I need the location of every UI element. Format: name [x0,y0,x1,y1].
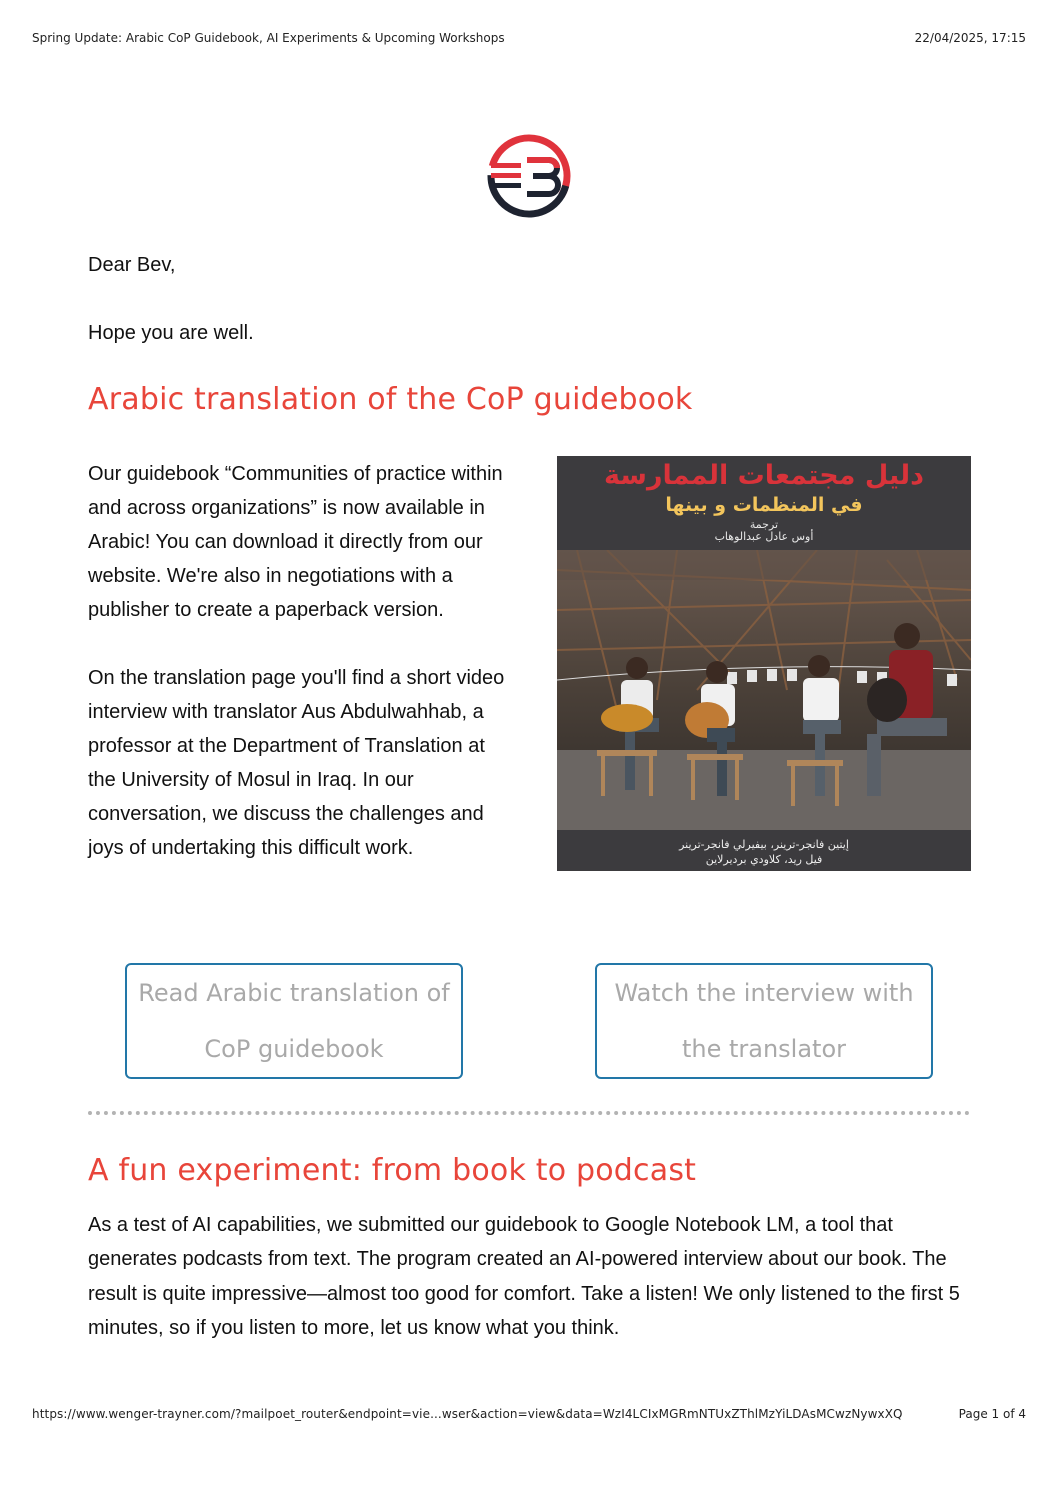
print-footer-page: Page 1 of 4 [958,1407,1026,1421]
greeting: Dear Bev, [88,254,176,276]
arabic-section-text [88,457,508,865]
watch-interview-button[interactable]: Watch the interview with the translator [595,963,933,1079]
print-footer-url: https://www.wenger-trayner.com/?mailpoet_router&endpoint=vie...wser&action=view&data=WzI4LCIxMGRmNTUxZThlMzYiLDAsMCwzNywxXQ [32,1407,903,1421]
cover-subtitle: في المنظمات و بينها [665,494,863,516]
print-header [32,31,1026,45]
cover-translator: أوس عادل عبدالوهاب [714,530,814,543]
intro-text: Hope you are well. [88,322,254,344]
cover-title: دليل مجتمعات الممارسة [604,460,924,491]
book-cover-image [557,456,971,871]
print-header-title: Spring Update: Arabic CoP Guidebook, AI Experiments & Upcoming Workshops [32,31,505,45]
cover-authors-line2: فيل ريد، كلاودي برديرلاين [705,853,823,866]
musicians-photo [557,550,971,830]
arabic-paragraph-1: Our guidebook “Communities of practice within and across organizations” is now available in Arabic! You can download it directly from our website. We're also in negotiations with a publisher to create a paperback version. [88,463,503,621]
section-heading-podcast: A fun experiment: from book to podcast [88,1153,697,1188]
arabic-paragraph-2: On the translation page you'll find a short video interview with translator Aus Abdulwahhab, a professor at the Department of Translation at the University of Mosul in Iraq. In our conversation, we discuss the challenges and joys of undertaking this difficult work. [88,667,505,859]
cover-translation-label: ترجمة [749,518,779,531]
print-header-datetime: 22/04/2025, 17:15 [914,31,1026,45]
cover-authors-line1: إيتين فانجر-ترينر، بيفيرلي فانجر-ترينر [679,838,849,851]
podcast-paragraph: As a test of AI capabilities, we submitted our guidebook to Google Notebook LM, a tool that generates podcasts from text. The program created an AI-powered interview about our book. The result is quite impressive—almost too good for comfort. Take a listen! We only listened to the first 5 minutes, so if you listen to more, let us know what you think. [88,1214,960,1339]
section-divider [88,1111,970,1115]
logo-icon [485,132,573,220]
read-arabic-translation-button[interactable]: Read Arabic translation of CoP guidebook [125,963,463,1079]
section-heading-arabic: Arabic translation of the CoP guidebook [88,382,693,417]
print-footer [32,1407,1026,1421]
